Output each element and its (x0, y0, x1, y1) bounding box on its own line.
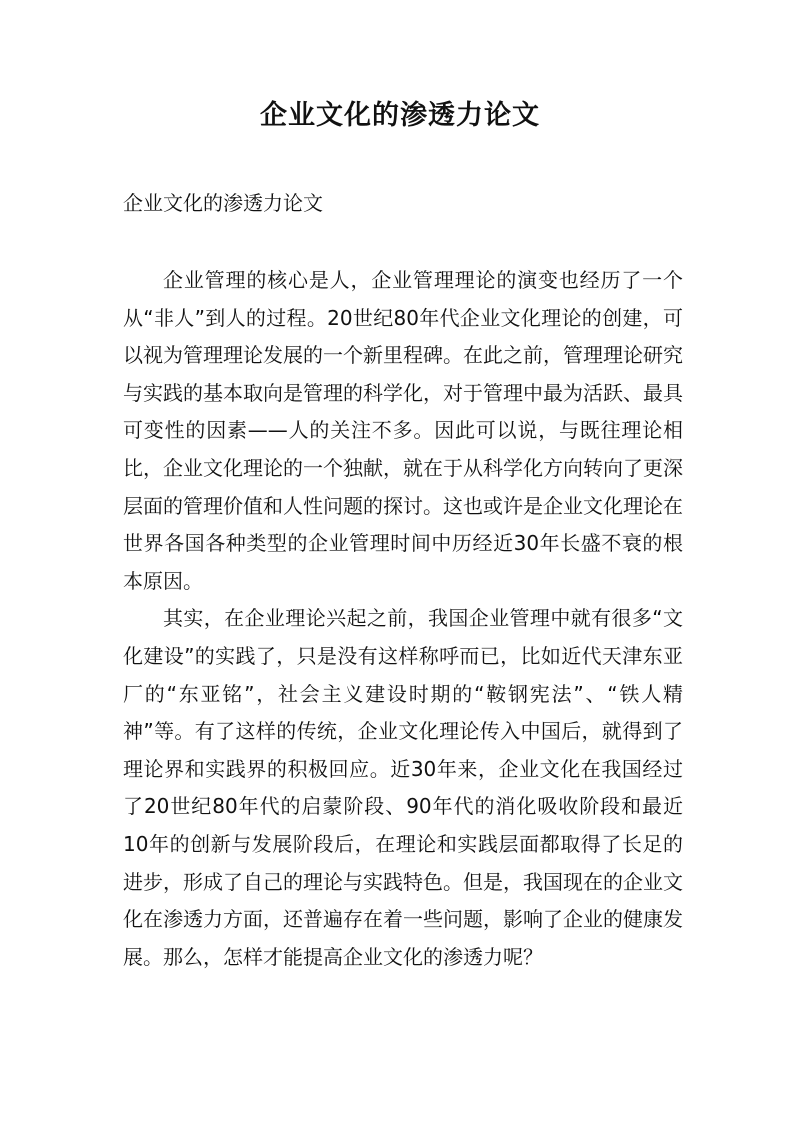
body-paragraph: 其实，在企业理论兴起之前，我国企业管理中就有很多“文化建设”的实践了，只是没有这样称呼而已，比如近代天津东亚厂的“东亚铭”，社会主义建设时期的“鞍钢宪法”、“铁人精神”等。有了这样的传统，企业文化理论传入中国后，就得到了理论界和实践界的积极回应。近30年来，企业文化在我国经过了20世纪80年代的启蒙阶段、90年代的消化吸收阶段和最近10年的创新与发展阶段后，在理论和实践层面都取得了长足的进步，形成了自己的理论与实践特色。但是，我国现在的企业文化在渗透力方面，还普遍存在着一些问题，影响了企业的健康发展。那么，怎样才能提高企业文化的渗透力呢？ (123, 606, 683, 969)
document-body (123, 262, 683, 976)
body-paragraph: 企业管理的核心是人，企业管理理论的演变也经历了一个从“非人”到人的过程。20世纪80年代企业文化理论的创建，可以视为管理理论发展的一个新里程碑。在此之前，管理理论研究与实践的基本取向是管理的科学化，对于管理中最为活跃、最具可变性的因素——人的关注不多。因此可以说，与既往理论相比，企业文化理论的一个独献，就在于从科学化方向转向了更深层面的管理价值和人性问题的探讨。这也或许是企业文化理论在世界各国各种类型的企业管理时间中历经近30年长盛不衰的根本原因。 (123, 268, 683, 593)
document-subtitle: 企业文化的渗透力论文 (123, 191, 323, 215)
document-title: 企业文化的渗透力论文 (260, 100, 540, 131)
